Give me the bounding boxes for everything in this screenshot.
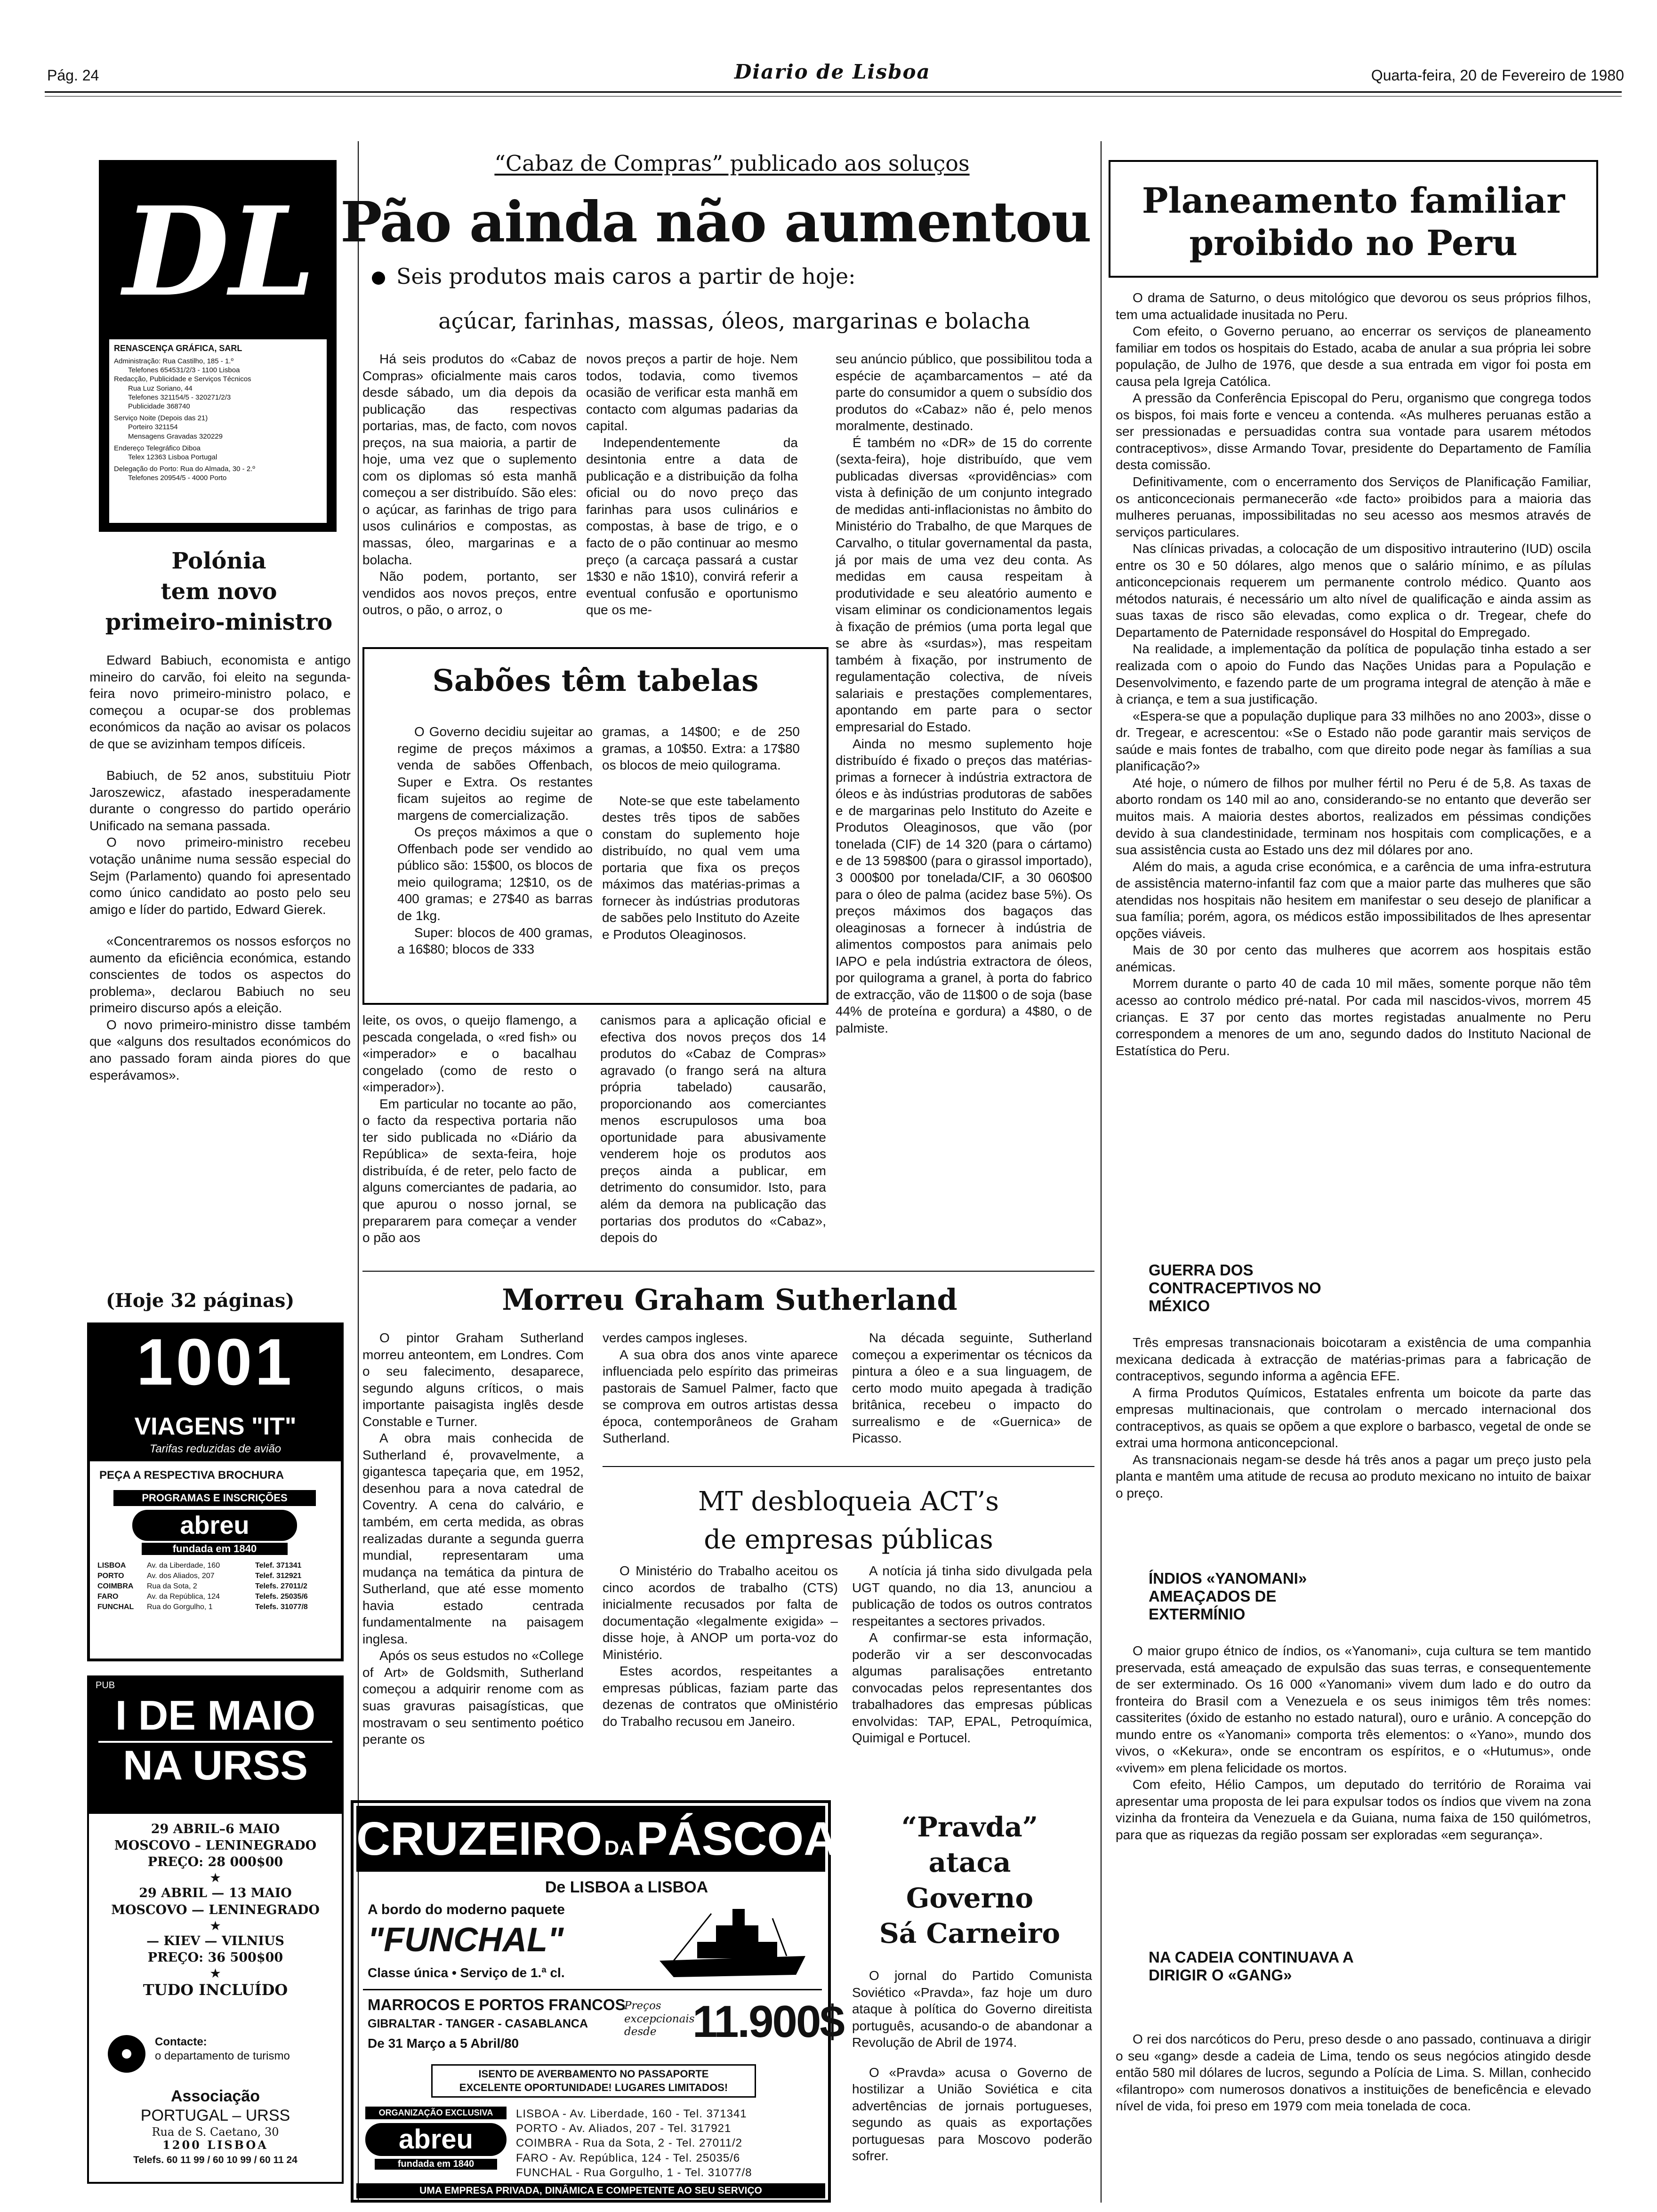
pravda-title-line: “Pravda” <box>901 1811 1038 1843</box>
ad-cruzeiro-pascoa <box>351 1800 844 2203</box>
contact-label: Contacte: <box>155 2036 207 2048</box>
paragraph: Até hoje, o número de filhos por mulher fértil no Peru é de 5,8. As taxas de aborto rondam os 140 mil ao ano, considerando-se no entanto que deverão ser muitos mais. A maioria destes abortos, realizados em péssimas condições devido à sua clandestinidade, terminam nos hospitais com complicações, e a sua assistência custa ao Estado uns dez mil dólares por ano. <box>1116 775 1591 858</box>
page-number: Pág. 24 <box>47 67 99 84</box>
ad-1001-peca: PEÇA A RESPECTIVA BROCHURA <box>99 1469 284 1482</box>
saboes-title: Sabões têm tabelas <box>432 663 759 698</box>
paragraph: O Ministério do Trabalho aceitou os cinco acordos de trabalho (CTS) inicialmente recusados por falta de documentação «legalmente exigida» – disse hoje, à ANOP um porta-voz do Ministério. <box>603 1563 838 1662</box>
peru-title-box <box>1109 160 1598 278</box>
star-icon: ★ <box>210 1918 221 1932</box>
phone: Telefs. 31077/8 <box>255 1603 308 1611</box>
polonia-title-line: tem novo <box>161 578 277 605</box>
mt-title <box>603 1483 1094 1559</box>
sutherland-col2 <box>603 1330 838 1447</box>
address-row <box>97 1581 335 1592</box>
imprint-company: RENASCENÇA GRÁFICA, SARL <box>114 344 242 353</box>
cruzeiro-dates: De 31 Março a 5 Abril/80 <box>368 2036 519 2051</box>
paragraph: O drama de Saturno, o deus mitológico que devorou os seus próprios filhos, tem uma actualidade inusitada no Peru. <box>1116 290 1591 322</box>
cruzeiro-title <box>356 1806 838 1872</box>
address-row <box>97 1592 335 1602</box>
paragraph: Super: blocos de 400 gramas, a 16$80; blocos de 333 <box>397 925 593 957</box>
subhead-text: Seis produtos mais caros a partir de hoje: <box>396 264 856 289</box>
guerra-article <box>1116 1334 1591 1501</box>
saboes-col1 <box>397 723 593 958</box>
ad-1001-addresses <box>97 1561 335 1612</box>
paragraph: A sua obra dos anos vinte aparece influenciada pelo espírito das primeiras pastorais de Samuel Palmer, facto que se comprova em outros artistas dessa época, contemporâneos de Graham Sutherland. <box>603 1347 838 1446</box>
cabaz-col1 <box>362 351 577 618</box>
cruzeiro-class: Classe única • Serviço de 1.ª cl. <box>368 1965 565 1980</box>
paragraph: gramas, a 14$00; e de 250 gramas, a 10$50. Extra: a 17$80 os blocos de meio quilograma. <box>602 724 800 773</box>
trip-line: TUDO INCLUÍDO <box>143 1981 288 1999</box>
paragraph: O pintor Graham Sutherland morreu anteontem, em Londres. Com o seu falecimento, desaparece, segundo alguns críticos, o mais importante paisagista inglês desde Constable e Turner. <box>362 1330 584 1429</box>
ad-1001-viagens <box>87 1322 344 1661</box>
paragraph: O «Pravda» acusa o Governo de hostilizar a União Soviética e cita advertências de jornais portugueses, segundo as quais as exportações portuguesas para Moscovo poderão sofrer. <box>852 2065 1092 2164</box>
peru-title-line: proibido no Peru <box>1189 223 1518 264</box>
imprint-line: Porteiro 321154 <box>128 423 178 432</box>
paragraph: Após os seus estudos no «College of Art» de Goldsmith, Sutherland começou a adquirir renome com as suas gravuras paisagísticas, que mostravam o seu sentimento poético perante os <box>362 1648 584 1747</box>
trip-line: PREÇO: 36 500$00 <box>147 1950 283 1965</box>
address-line: LISBOA - Av. Liberdade, 160 - Tel. 371341 <box>516 2108 747 2120</box>
paragraph: A confirmar-se esta informação, poderão vir a ser desconvocadas algumas paralisações entretanto convocadas pelos representantes dos trabalhadores das empresas públicas envolvidas: TAP, EPAL, Petroquímica, Quimigal e Portucel. <box>852 1630 1092 1746</box>
address-row <box>97 1561 335 1571</box>
imprint-line: Rua Luz Soriano, 44 <box>128 384 193 393</box>
contact-line: o departamento de turismo <box>155 2050 290 2062</box>
phone: Telefs. 25035/6 <box>255 1593 308 1601</box>
paragraph: Em particular no tocante ao pão, o facto da respectiva portaria não ter sido publicada no «Diário da República» de sexta-feira, hoje distribuída, é de reter, pelo facto de alguns comerciantes de padaria, ao que apurou o nosso jornal, se prepararem para começar a vender o pão aos <box>362 1096 577 1245</box>
paragraph: leite, os ovos, o queijo flamengo, a pescada congelada, o «red fish» ou «imperador» e o bacalhau congelado (como de resto o «imperador»). <box>362 1013 577 1095</box>
gang-article <box>1116 2031 1591 2115</box>
cruzeiro-org: ORGANIZAÇÃO EXCLUSIVA <box>365 2107 507 2119</box>
ad-1001-programas: PROGRAMAS E INSCRIÇÕES <box>113 1490 316 1506</box>
paragraph: Independentemente da desintonia entre a data de publicação e a distribuição da folha oficial ou do novo preço das farinhas para usos culinários e compostas, à base de trigo, e o facto de o pão continuar ao mesmo preço (a carcaça passará a custar 1$30 e não 1$10), convirá referir a eventual confusão e oportunismo que os me- <box>586 435 798 617</box>
addr-line: 1200 LISBOA <box>162 2138 268 2152</box>
addr-line: Rua de S. Caetano, 30 <box>152 2125 279 2139</box>
imprint-line: Telefones 321154/5 - 320271/2/3 <box>128 393 231 401</box>
cruzeiro-title-b: DA <box>604 1836 635 1859</box>
cruzeiro-abreu-logo: abreu <box>365 2123 507 2156</box>
paragraph: Estes acordos, respeitantes a empresas públicas, faziam parte das dezenas de contratos que oMinistério do Trabalho recusou em Janeiro. <box>603 1664 838 1729</box>
paragraph: Há seis produtos do «Cabaz de Compras» oficialmente mais caros desde sábado, um dia depois da publicação das respectivas portarias, mas, de facto, com novos preços, na sua maioria, a partir de hoje, uma vez que o suplemento com os diplomas só esta manhã começou a ser distribuído. São eles: o açúcar, as farinhas de trigo para usos culinários e compostas, as massas, óleo, margarinas e a bolacha. <box>362 352 577 567</box>
address-line: PORTO - Av. Aliados, 207 - Tel. 317921 <box>516 2122 732 2135</box>
peru-title <box>1110 180 1596 265</box>
trip-line: PREÇO: 28 000$00 <box>147 1855 283 1870</box>
paragraph: A obra mais conhecida de Sutherland é, provavelmente, a gigantesca tapeçaria que, em 1952, desenhou para a nova catedral de Coventry. A cena do calvário, e também, em certa medida, as obras realizadas durante a segunda guerra mundial, representaram uma mudança na temática da pintura de Sutherland, que até esse momento havia estado centrada fundamentalmente na paisagem inglesa. <box>362 1431 584 1646</box>
paragraph: «Concentraremos os nossos esforços no aumento da eficiência económica, estando conscientes de todos os aspectos do problema», declarou Babiuch no seu primeiro discurso após a eleição. <box>89 934 351 1016</box>
tourism-emblem-icon <box>108 2035 145 2073</box>
imprint-line: Serviço Noite (Depois das 21) <box>114 414 208 423</box>
imprint-line: Mensagens Gravadas 320229 <box>128 432 223 441</box>
phone: Telef. 371341 <box>255 1562 302 1570</box>
phone-line: Telefs. 60 11 99 / 60 10 99 / 60 11 24 <box>133 2155 298 2166</box>
star-icon: ★ <box>210 1871 221 1885</box>
pravda-article <box>852 1967 1092 2164</box>
paragraph: Note-se que este tabelamento destes três tipos de sabões constam do suplemento hoje distribuído, no qual vem uma portaria que fixa os preços máximos das matérias-primas a fornecer às indústrias produtoras de sabões pelo Instituto do Azeite e Produtos Oleaginosos. <box>602 793 800 942</box>
ad-urss-pub: PUB <box>96 1680 115 1691</box>
paragraph: canismos para a aplicação oficial e efectiva dos novos preços dos 14 produtos do «Cabaz de Compras» agravado (o frango será na altura própria tabelado) causarão, proporcionando aos comerciantes menos escrupulosos uma boa oportunidade para abusivamente venderem hoje os produtos aos preços ainda a publicar, em detrimento do consumidor. Isto, para além da demora na publicação das portarias dos produtos do «Cabaz», depois do <box>600 1013 826 1245</box>
paragraph: Definitivamente, com o encerramento dos Serviços de Planificação Familiar, os anticoncecionais permanecerão «de facto» proibidos para a maioria das mulheres peruanas, impossibilitadas no seu acesso aos mesmos através de serviços particulares. <box>1116 474 1591 539</box>
imprint-line: Telefones 654531/2/3 - 1100 Lisboa <box>128 366 240 375</box>
polonia-article <box>89 652 351 1083</box>
cabaz-col3 <box>836 351 1092 1036</box>
cruzeiro-title-c: PÁSCOA <box>636 1812 838 1865</box>
paragraph: Os preços máximos a que o Offenbach pode ser vendido ao público são: 15$00, os blocos de meio quilograma; 12$10, os de 400 gramas; e 27$40 as barras de 1kg. <box>397 825 593 923</box>
ad-1001-header <box>90 1325 341 1412</box>
sutherland-col3 <box>852 1330 1092 1447</box>
paragraph: «Espera-se que a população duplique para 33 milhões no ano 2003», disse o dr. Tregear, e acrescentou: «Se o Estado não pode garantir mais serviços de saúde e mais fontes de trabalho, com que direito pode negar às famílias a sua planificação?» <box>1116 708 1591 774</box>
cruzeiro-addresses <box>516 2107 827 2180</box>
paragraph: Três empresas transnacionais boicotaram a existência de uma companhia mexicana dedicada à extracção de matérias-primas para a fabricação de contraceptivos, segundo informa a agência EFE. <box>1116 1335 1591 1384</box>
address-line: FARO - Av. República, 124 - Tel. 25035/6 <box>516 2151 740 2164</box>
paragraph: verdes campos ingleses. <box>603 1330 748 1345</box>
pravda-title <box>843 1810 1097 1952</box>
phone: Telefs. 27011/2 <box>255 1582 307 1591</box>
ad-urss-association <box>89 2087 342 2166</box>
street: Rua do Gorgulho, 1 <box>147 1603 213 1611</box>
dl-logo: DL <box>123 180 316 324</box>
pravda-title-line: Governo <box>906 1882 1034 1914</box>
paragraph: A notícia já tinha sido divulgada pela UGT quando, no dia 13, anunciou a publicação de todos os outros contratos respeitantes a sectores privados. <box>852 1563 1092 1628</box>
page-count-note: (Hoje 32 páginas) <box>106 1290 295 1312</box>
paragraph: Morrem durante o parto 40 de cada 10 mil mães, somente porque não têm acesso ao controlo médico pré-natal. Por cada mil nascidos-vivos, morrem 45 crianças. E 37 por cento das mortes registadas anualmente no Peru correspondem a menores de um ano, segundo dados do Instituto Nacional de Estatística do Peru. <box>1116 976 1591 1058</box>
ad-1001-fundada: fundada em 1840 <box>142 1543 288 1555</box>
paragraph: Babiuch, de 52 anos, substituiu Piotr Jaroszewicz, afastado inesperadamente durante o congresso do partido operário Unificado na semana passada. <box>89 768 351 833</box>
mt-title-line: MT desbloqueia ACT’s <box>698 1486 999 1517</box>
imprint-line: Redacção, Publicidade e Serviços Técnicos <box>114 375 251 384</box>
cruzeiro-fundada: fundada em 1840 <box>375 2159 497 2170</box>
saboes-col2 <box>602 723 800 943</box>
cruzeiro-footer: UMA EMPRESA PRIVADA, DINÂMICA E COMPETENTE AO SEU SERVIÇO <box>356 2183 825 2198</box>
paragraph: Não podem, portanto, ser vendidos aos novos preços, entre outros, o pão, o arroz, o <box>362 569 577 617</box>
header-rule <box>45 91 1622 93</box>
masthead: Diario de Lisboa <box>734 60 931 83</box>
paragraph: Mais de 30 por cento das mulheres que acorrem aos hospitais estão anémicas. <box>1116 943 1591 974</box>
paragraph: O maior grupo étnico de índios, os «Yanomani», cuja cultura se tem mantido preservada, está ameaçado de expulsão das suas terras, e consequentemente de ser exterminado. Os 16 000 «Yanomani» vivem dum lado e do outro da fronteira do Brasil com a Venezuela e os seus inimigos têm três nomes: cassiterites (óxido de estanho no estado natural), ouro e urânio. A concepção do mundo entre os «Yanomani» comporta três elementos: o «Yano», mundo dos vivos, o «Kekura», onde se encontram os espíritos, e o «Hutumus», onde «vivem» em plena felicidade os mortos. <box>1116 1643 1591 1775</box>
mt-col1 <box>603 1563 838 1730</box>
bullet-icon <box>372 272 385 285</box>
paragraph: O novo primeiro-ministro recebeu votação unânime numa sessão especial do Sejm (Parlamento) quando foi apresentado como único candidato ao posto pelo seu amigo e líder do partido, Edward Gierek. <box>89 835 351 917</box>
saboes-box <box>362 647 828 1005</box>
paragraph: As transnacionais negam-se desde há três anos a pagar um preço justo pela planta e mantêm uma atitude de recusa ao produto mexicano no intuito de baixar o preço. <box>1116 1452 1591 1500</box>
ad-urss-trips <box>89 1821 342 2000</box>
ad-urss-header <box>89 1677 342 1814</box>
cabaz-col2 <box>586 351 798 618</box>
ad-1001-tarifas: Tarifas reduzidas de avião <box>90 1443 341 1461</box>
paragraph: A pressão da Conferência Episcopal do Peru, organismo que congrega todos os bispos, foi mais forte e venceu a contenda. «As mulheres peruanas estão a ser pressionadas e persuadidas contra sua vontade para usarem métodos contraceptivos», disse Armando Tovar, presidente do Departamento de Família desta comissão. <box>1116 391 1591 473</box>
cruzeiro-bordo: A bordo do moderno paquete <box>368 1902 565 1917</box>
excelente-line: EXCELENTE OPORTUNIDADE! LUGARES LIMITADOS! <box>459 2081 728 2093</box>
mt-title-line: de empresas públicas <box>704 1524 993 1555</box>
city: PORTO <box>97 1572 124 1580</box>
imprint-line: Endereço Telegráfico Diboa <box>114 444 201 452</box>
cruzeiro-ports: GIBRALTAR - TANGER - CASABLANCA <box>368 2017 588 2030</box>
paragraph: O Governo decidiu sujeitar ao regime de preços máximos a venda de sabões Offenbach, Super e Extra. Os restantes ficam sujeitos ao regime de margens de comercialização. <box>397 724 593 823</box>
ad-urss-line1: I DE MAIO <box>115 1692 316 1739</box>
cruzeiro-precos: Preços excepcionais desde <box>624 2000 695 2038</box>
city: FUNCHAL <box>97 1603 134 1611</box>
gang-subhead: NA CADEIA CONTINUAVA A DIRIGIR O «GANG» <box>1149 1948 1353 1984</box>
imprint-line: Publicidade 368740 <box>128 402 190 410</box>
paragraph: O rei dos narcóticos do Peru, preso desde o ano passado, continuava a dirigir o seu «gang» desde a cadeia de Lima, tendo os seus negócios atingido desde então 580 mil dólares de lucros, segundo a Polícia de Lima. S. Millan, conhecido «filantropo» com numerosos donativos a instituições de beneficência e elevado nível de vida, foi preso em 1979 com meia tonelada de coca. <box>1116 2032 1591 2114</box>
star-icon: ★ <box>210 1966 221 1980</box>
guerra-subhead: GUERRA DOS CONTRACEPTIVOS NO MÉXICO <box>1149 1261 1321 1314</box>
city: FARO <box>97 1593 119 1601</box>
paragraph: Edward Babiuch, economista e antigo mineiro do carvão, foi eleito na segunda-feira novo primeiro-ministro polaco, e começou a ocupar-se dos problemas económicos da nação ao avisar os polacos de que se avizinham tempos difíceis. <box>89 653 351 751</box>
ad-1001-big: 1001 <box>136 1325 295 1399</box>
paragraph: O jornal do Partido Comunista Soviético «Pravda», faz hoje um duro ataque à política do Governo direitista português, acusando-o de abandonar a Revolução de Abril de 1974. <box>852 1968 1092 2050</box>
paragraph: Nas clínicas privadas, a colocação de um dispositivo intrauterino (IUD) oscila entre os 30 e 50 dólares, algo menos que o salário mínimo, e as pílulas anticoncepcionais requerem um permanente controlo médico. Quanto aos métodos naturais, é necessário um alto nível de qualificação e ainda assim as suas taxas de risco são elevadas, como explica o dr. Tregear, chefe do Departamento de Paternidade responsável do Hospital do Empregado. <box>1116 541 1591 640</box>
address-row <box>97 1602 335 1612</box>
ad-urss-line2: NA URSS <box>98 1741 332 1788</box>
peru-title-line: Planeamento familiar <box>1142 181 1565 221</box>
paragraph: Ainda no mesmo suplemento hoje distribuído é fixado o preços das matérias-primas a fornecer à indústria extractora de óleos e às indústrias produtoras de sabões e de margarinas pelo Instituto do Azeite e Produtos Oleaginosos, que vão (por tonelada (CIF) de 14 320 (para o cártamo) e de 13 598$00 (para o girassol importado), 3 000$00 por tonelada/CIF, a 30 060$00 para o óleo de palma (acidez base 5%). Os preços máximos dos bagaços das oleaginosas a fornecer à indústria de alimentos compostos para animais pelo IAPO e pela indústria extractora de óleos, por quilograma a granel, à porta do fabrico de extracção, vão de 11$00 o de soja (base 44% de proteína e gordura) a 4$80, o de palmiste. <box>836 736 1092 1035</box>
ad-urss-contact <box>155 2035 334 2063</box>
peru-article <box>1116 289 1591 1059</box>
street: Av. da República, 124 <box>147 1593 220 1601</box>
paragraph: A firma Produtos Químicos, Estatales enfrenta um boicote da parte das empresas multinacionais, que controlam o mercado internacional dos contraceptivos, as quais se opõem a que explore o barbasco, vegetal de onde se extrai uma hormona anticoncepcional. <box>1116 1385 1591 1451</box>
cruzeiro-marrocos: MARROCOS E PORTOS FRANCOS <box>368 1996 626 2013</box>
ad-1001-viagens-label: VIAGENS "IT" <box>90 1412 341 1443</box>
sutherland-title: Morreu Graham Sutherland <box>502 1282 957 1317</box>
cabaz-subhead-1 <box>367 264 1102 289</box>
paragraph: Na década seguinte, Sutherland começou a experimentar os técnicos da pintura a óleo e a sua linguagem, de certo modo muito apegada à tradição britânica, recebeu o impacto do surrealismo e de «Guernica» de Picasso. <box>852 1330 1092 1446</box>
city: LISBOA <box>97 1562 126 1570</box>
paragraph: novos preços a partir de hoje. Nem todos, todavia, como tivemos ocasião de verificar esta manhã em contacto com algumas padarias da capital. <box>586 352 798 433</box>
cabaz-headline: Pão ainda não aumentou <box>340 189 1091 255</box>
ad-maio-urss <box>87 1675 344 2184</box>
mt-col2 <box>852 1563 1092 1747</box>
paragraph: Com efeito, o Governo peruano, ao encerrar os serviços de planeamento familiar em todos os hospitais do Estado, acaba de anular a sua própria lei sobre população, de Julho de 1976, que desde a sua entrada em vigor foi posta em causa pela Igreja Católica. <box>1116 324 1591 389</box>
street: Av. dos Aliados, 207 <box>147 1572 215 1580</box>
cruzeiro-title-a: CRUZEIRO <box>356 1812 603 1865</box>
paragraph: É também no «DR» de 15 do corrente (sexta-feira), hoje distribuído, que vem publicadas diversas «providências» com vista à definição de um conjunto integrado de medidas anti-inflacionistas no âmbito do Ministério do Trabalho, de que Marques de Carvalho, o titular governamental da pasta, já por mais de uma vez deu conta. As medidas em causa respeitam à produtividade e seu aleatório aumento e visam eliminar os condicionamentos legais à fixação de prémios (uma porta legal que se abre às «surdas»), mas respeitam também à fixação, por instrumento de regulamentação colectiva, de níveis salariais e prestações complementares, apontando em parte para o sector empresarial do Estado. <box>836 435 1092 735</box>
address-row <box>97 1571 335 1581</box>
ad-1001-abreu-logo: abreu <box>132 1510 297 1541</box>
street: Rua da Sota, 2 <box>147 1582 197 1591</box>
polonia-title-line: primeiro-ministro <box>105 609 333 635</box>
cabaz-kicker: “Cabaz de Compras” publicado aos soluços <box>494 151 970 176</box>
pravda-title-line: ataca <box>928 1846 1011 1879</box>
city: COIMBRA <box>97 1582 134 1591</box>
dl-imprint-box <box>99 160 337 532</box>
cabaz-col2-cont <box>600 1012 826 1246</box>
sutherland-col1 <box>362 1330 584 1748</box>
paragraph: O novo primeiro-ministro disse também que «alguns dos resultados económicos do ano passado foram ainda piores do que esperávamos». <box>89 1017 351 1082</box>
isento-line: ISENTO DE AVERBAMENTO NO PASSAPORTE <box>478 2068 709 2080</box>
trip-line: 29 ABRIL–6 MAIO <box>151 1822 280 1836</box>
imprint-panel <box>109 339 327 523</box>
cabaz-subhead-2: açúcar, farinhas, massas, óleos, margarinas e bolacha <box>438 308 1030 334</box>
polonia-title-line: Polónia <box>171 548 266 574</box>
address-line: FUNCHAL - Rua Gorgulho, 1 - Tel. 31077/8 <box>516 2166 752 2179</box>
trip-line: MOSCOVO — LENINEGRADO <box>111 1902 320 1917</box>
issue-date: Quarta-feira, 20 de Fevereiro de 1980 <box>1371 67 1624 84</box>
imprint-line: Telex 12363 Lisboa Portugal <box>128 453 217 461</box>
imprint-line: Administração: Rua Castilho, 185 - 1.º <box>114 357 233 366</box>
ship-illustration-icon <box>655 1899 810 1984</box>
cruzeiro-route: De LISBOA a LISBOA <box>545 1878 708 1896</box>
assoc-line: Associação <box>171 2087 260 2105</box>
section-rule <box>362 1271 1094 1272</box>
cruzeiro-isento-box <box>431 2064 756 2098</box>
trip-line: 29 ABRIL — 13 MAIO <box>139 1886 292 1901</box>
assoc-line: PORTUGAL – URSS <box>140 2106 290 2124</box>
section-rule <box>603 1466 1094 1467</box>
street: Av. da Liberdade, 160 <box>147 1562 220 1570</box>
phone: Telef. 312921 <box>255 1572 302 1580</box>
paragraph: Na realidade, a implementação da política de população tinha estado a ser realizada com o apoio do Fundo das Nações Unidas para a População e Desenvolvimento, e fazendo parte de um programa integral de atenção à mãe e à criança, e tem a sua justificação. <box>1116 641 1591 707</box>
cabaz-col1-cont <box>362 1012 577 1246</box>
trip-line: MOSCOVO – LENINEGRADO <box>114 1838 317 1853</box>
imprint-line: Telefones 20954/5 - 4000 Porto <box>128 474 227 482</box>
paragraph: Além do mais, a aguda crise económica, e a carência de uma infra-estrutura de assistência materno-infantil faz com que a maior parte das mulheres que são atendidas nos hospitais não hesitem em manifestar o seu desejo de planificar a sua família; porém, agora, os médicos estão impossibilitados de lhes apresentar opções viáveis. <box>1116 859 1591 941</box>
trip-line: — KIEV — VILNIUS <box>146 1933 284 1948</box>
ad-rule <box>363 1989 822 1990</box>
pravda-title-line: Sá Carneiro <box>879 1917 1061 1950</box>
indios-article <box>1116 1643 1591 1843</box>
imprint-line: Delegação do Porto: Rua do Almada, 30 - 2.º <box>114 465 255 473</box>
indios-subhead: ÍNDIOS «YANOMANI» AMEAÇADOS DE EXTERMÍNIO <box>1149 1570 1307 1623</box>
paragraph: seu anúncio público, que possibilitou toda a espécie de açambarcamentos – até da parte do consumidor a quem o subsídio dos produtos do «Cabaz» não é, pelo menos moralmente, destinado. <box>836 352 1092 433</box>
cruzeiro-price: 11.900$ <box>692 1996 844 2047</box>
cruzeiro-ship-name: "FUNCHAL" <box>368 1921 564 1959</box>
column-rule <box>1101 141 1102 2203</box>
address-line: COIMBRA - Rua da Sota, 2 - Tel. 27011/2 <box>516 2137 743 2150</box>
polonia-title <box>92 546 346 637</box>
paragraph: Com efeito, Hélio Campos, um deputado do território de Roraima vai apresentar uma proposta de lei para expulsar todos os índios que vivem na zona vizinha da fronteira da Venezuela e da Guiana, numa faixa de 150 quilómetros, para que as riquezas da região possam ser exploradas «em segurança». <box>1116 1777 1591 1843</box>
